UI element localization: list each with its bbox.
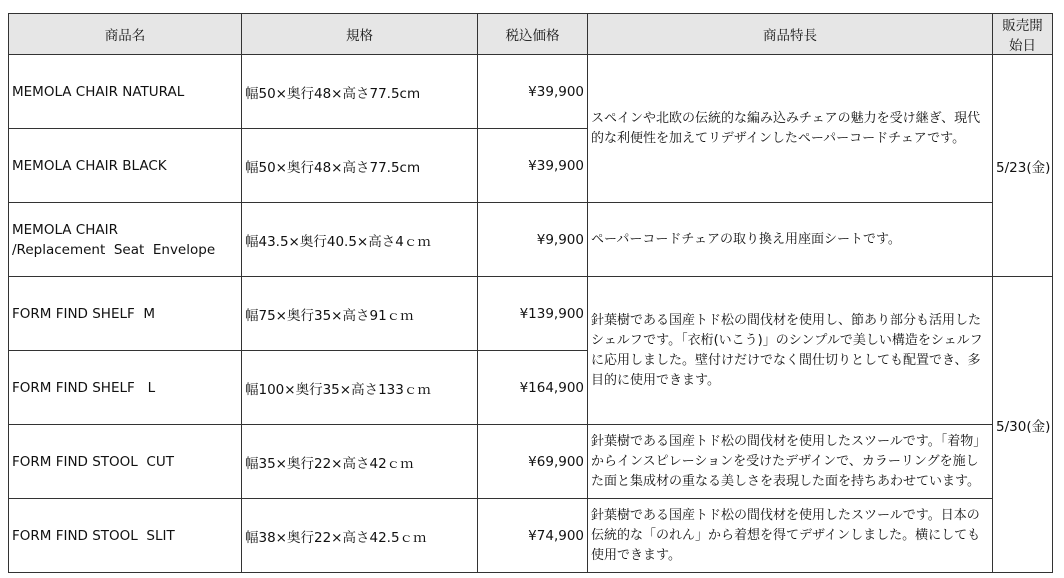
product-price: ¥39,900 — [478, 129, 588, 203]
header-name: 商品名 — [9, 14, 242, 55]
release-date: 5/23(金) — [993, 55, 1053, 277]
table-row — [9, 499, 1053, 573]
product-price: ¥139,900 — [478, 277, 588, 351]
product-spec: 幅43.5×奥行40.5×高さ4ｃｍ — [242, 203, 478, 277]
header-price: 税込価格 — [478, 14, 588, 55]
header-features: 商品特長 — [588, 14, 993, 55]
table-header-row — [9, 14, 1053, 55]
product-features: 針葉樹である国産トド松の間伐材を使用したスツールです。日本の伝統的な「のれん」から着想を得てデザインしました。横にしても使用できます。 — [588, 499, 993, 573]
header-spec: 規格 — [242, 14, 478, 55]
product-features: 針葉樹である国産トド松の間伐材を使用し、節あり部分も活用したシェルフです。「衣桁(いこう)」のシンプルで美しい構造をシェルフに応用しました。壁付けだけでなく間仕切りとしても配置でき、多目的に使用できます。 — [588, 277, 993, 425]
product-name-line2: /Replacement Seat Envelope — [12, 241, 216, 258]
table-row — [9, 203, 1053, 277]
product-name — [9, 203, 242, 277]
product-price: ¥164,900 — [478, 351, 588, 425]
table-row — [9, 55, 1053, 129]
product-name: FORM FIND SHELF L — [9, 351, 242, 425]
product-table — [8, 13, 1053, 573]
table-row — [9, 277, 1053, 351]
product-name: MEMOLA CHAIR BLACK — [9, 129, 242, 203]
header-release: 販売開始日 — [993, 14, 1053, 55]
release-date: 5/30(金) — [993, 277, 1053, 573]
product-spec: 幅100×奥行35×高さ133ｃｍ — [242, 351, 478, 425]
product-features: 針葉樹である国産トド松の間伐材を使用したスツールです。「着物」からインスピレーションを受けたデザインで、カラーリングを施した面と集成材の重なる美しさを表現した面を持ちあわせています。 — [588, 425, 993, 499]
product-price: ¥74,900 — [478, 499, 588, 573]
product-spec: 幅50×奥行48×高さ77.5cm — [242, 129, 478, 203]
product-name: FORM FIND SHELF M — [9, 277, 242, 351]
product-name-line1: MEMOLA CHAIR — [12, 221, 118, 238]
product-name: FORM FIND STOOL SLIT — [9, 499, 242, 573]
product-name: FORM FIND STOOL CUT — [9, 425, 242, 499]
product-name: MEMOLA CHAIR NATURAL — [9, 55, 242, 129]
product-spec: 幅75×奥行35×高さ91ｃｍ — [242, 277, 478, 351]
product-features: スペインや北欧の伝統的な編み込みチェアの魅力を受け継ぎ、現代的な利便性を加えてリデザインしたペーパーコードチェアです。 — [588, 55, 993, 203]
product-spec: 幅38×奥行22×高さ42.5ｃｍ — [242, 499, 478, 573]
product-price: ¥39,900 — [478, 55, 588, 129]
product-spec: 幅35×奥行22×高さ42ｃｍ — [242, 425, 478, 499]
table-row — [9, 425, 1053, 499]
product-spec: 幅50×奥行48×高さ77.5cm — [242, 55, 478, 129]
product-price: ¥9,900 — [478, 203, 588, 277]
product-features: ペーパーコードチェアの取り換え用座面シートです。 — [588, 203, 993, 277]
product-price: ¥69,900 — [478, 425, 588, 499]
